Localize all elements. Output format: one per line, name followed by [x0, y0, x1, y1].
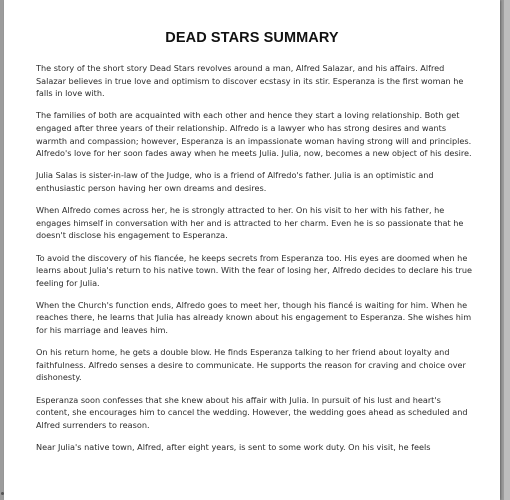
paragraph-9: Near Julia's native town, Alfred, after eight years, is sent to some work duty. On his visit, he feels — [36, 442, 431, 452]
document-page — [4, 0, 500, 500]
window-scroll-edge[interactable] — [504, 0, 510, 500]
page-marker-dot — [1, 492, 4, 495]
paragraph-8: Esperanza soon confesses that she knew about his affair with Julia. In pursuit of his lust and heart's content, she encourages him to cancel the wedding. However, the wedding goes ahead as scheduled and Alfred surrenders to reason. — [36, 394, 468, 430]
paragraph-7: On his return home, he gets a double blow. He finds Esperanza talking to her friend about loyalty and faithfulness. Alfredo senses a desire to communicate. He supports the reason for craving and choice over dishonesty. — [36, 347, 466, 383]
paragraph-5: To avoid the discovery of his fiancée, he keeps secrets from Esperanza too. His eyes are doomed when he learns about Julia's return to his native town. With the fear of losing her, Alfredo decides to declare his true feeling for Julia. — [36, 252, 473, 288]
paragraph-2: The families of both are acquainted with each other and hence they start a loving relationship. Both get engaged after three years of their relationship. Alfredo is a lawyer who has strong desires and wants warmth and compassion; however, Esperanza is an impassionate woman having strong will and principles. Alfredo's love for her soon fades away when he meets Julia. Julia, now, becomes a new object of his desire. — [36, 110, 472, 159]
paragraph-6: When the Church's function ends, Alfredo goes to meet her, though his fiancé is waiting for him. When he reaches there, he learns that Julia has already known about his engagement to Esperanza. She wishes him for his marriage and leaves him. — [36, 299, 472, 336]
paragraph-4: When Alfredo comes across her, he is strongly attracted to her. On his visit to her with his father, he engages himself in conversation with her and is attracted to her charm. Even he is so passionate that he doesn't disclose his engagement to Esperanza. — [36, 205, 464, 241]
paragraph-3: Julia Salas is sister-in-law of the Judge, who is a friend of Alfredo's father. Julia is an optimistic and enthusiastic person having her own dreams and desires. — [36, 170, 434, 193]
document-title: DEAD STARS SUMMARY — [165, 30, 339, 46]
document-body[interactable] — [36, 62, 476, 463]
paragraph-1: The story of the short story Dead Stars revolves around a man, Alfred Salazar, and his affairs. Alfred Salazar believes in true love and optimism to discover ecstasy in its stir. Esperanza is the first woman he falls in love with. — [36, 63, 464, 99]
